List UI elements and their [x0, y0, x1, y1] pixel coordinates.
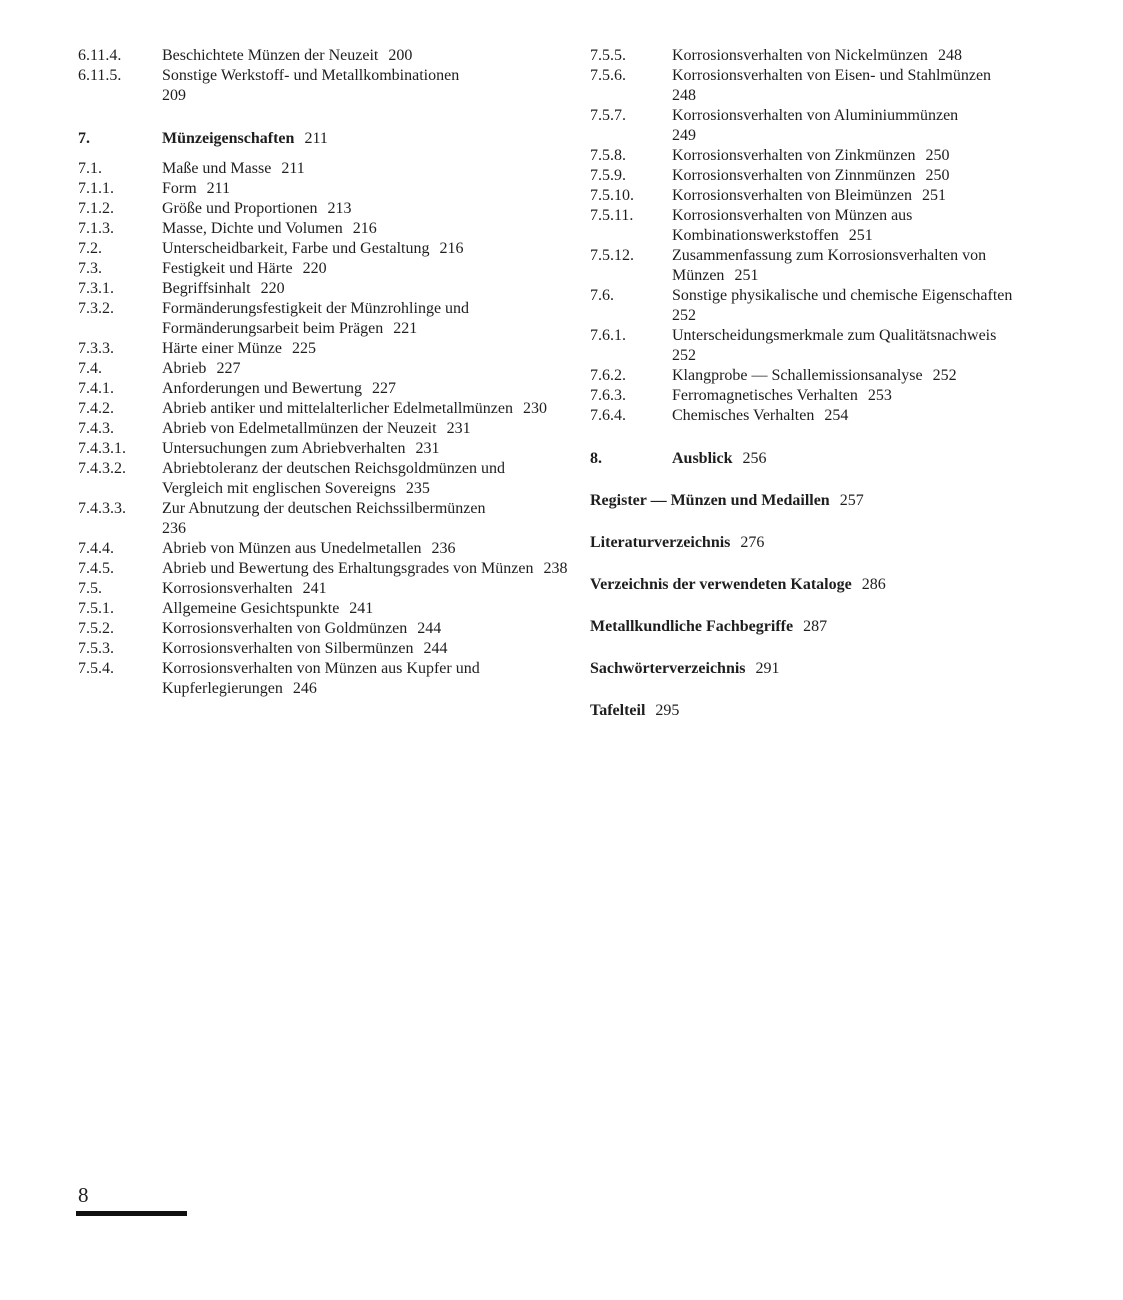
- entry-title: Korrosionsverhalten von Bleimünzen: [672, 187, 912, 204]
- entry-page: 235: [405, 480, 430, 497]
- entry-page: 209: [162, 87, 186, 104]
- entry-number: 7.3.1.: [78, 280, 114, 297]
- entry-title: Korrosionsverhalten von Aluminiummünzen: [672, 107, 959, 124]
- entry-page: 251: [848, 227, 873, 244]
- entry-number: 7.6.: [590, 287, 614, 304]
- entry-title: Begriffsinhalt: [162, 280, 251, 297]
- toc-left-column: [78, 46, 568, 699]
- entry-page: 221: [393, 320, 418, 337]
- entry-title: Unterscheidbarkeit, Farbe und Gestaltung: [162, 240, 430, 257]
- entry-title: Allgemeine Gesichtspunkte: [162, 600, 340, 617]
- entry-number: 7.5.10.: [590, 187, 634, 204]
- entry-title: Abriebtoleranz der deutschen Reichsgoldmünzen und Vergleich mit englischen Sovereigns: [162, 460, 505, 497]
- toc-entry: [590, 366, 1070, 386]
- entry-number: 7.4.: [78, 360, 102, 377]
- entry-page: 256: [742, 450, 767, 467]
- entry-page: 200: [388, 47, 413, 64]
- page-number: 8: [78, 1183, 89, 1207]
- entry-title: Ferromagnetisches Verhalten: [672, 387, 858, 404]
- entry-number: 7.5.6.: [590, 67, 626, 84]
- section-title: Literaturverzeichnis: [590, 534, 731, 551]
- entry-number: 7.5.9.: [590, 167, 626, 184]
- entry-page: 211: [281, 160, 305, 177]
- entry-page: 220: [260, 280, 285, 297]
- toc-entry: [78, 559, 568, 579]
- toc-section-subject-index: [590, 659, 1070, 679]
- toc-entry: [78, 279, 568, 299]
- section-title: Sachwörterverzeichnis: [590, 660, 746, 677]
- entry-number: 8.: [590, 450, 602, 467]
- entry-title: Korrosionsverhalten von Silbermünzen: [162, 640, 414, 657]
- entry-title: Sonstige physikalische und chemische Eigenschaften: [672, 287, 1013, 304]
- entry-page: 238: [543, 560, 568, 577]
- toc-entry: [78, 639, 568, 659]
- toc-entry: [78, 359, 568, 379]
- entry-page: 248: [672, 87, 696, 104]
- toc-entry: [590, 406, 1070, 426]
- entry-title: Münzeigenschaften: [162, 130, 295, 147]
- entry-number: 7.4.3.2.: [78, 460, 126, 477]
- toc-section-register: [590, 491, 1070, 511]
- entry-title: Maße und Masse: [162, 160, 272, 177]
- entry-number: 6.11.4.: [78, 47, 122, 64]
- entry-page: 225: [291, 340, 316, 357]
- toc-entry: [590, 286, 1070, 326]
- entry-title: Festigkeit und Härte: [162, 260, 293, 277]
- entry-page: 241: [302, 580, 327, 597]
- toc-entry: [590, 146, 1070, 166]
- entry-number: 7.5.3.: [78, 640, 114, 657]
- entry-title: Zur Abnutzung der deutschen Reichssilbermünzen: [162, 500, 486, 517]
- entry-number: 7.5.7.: [590, 107, 626, 124]
- entry-title: Untersuchungen zum Abriebverhalten: [162, 440, 406, 457]
- entry-number: 7.4.3.1.: [78, 440, 126, 457]
- entry-number: 7.6.4.: [590, 407, 626, 424]
- entry-title: Ausblick: [672, 450, 733, 467]
- entry-number: 6.11.5.: [78, 67, 122, 84]
- entry-number: 7.4.1.: [78, 380, 114, 397]
- entry-number: 7.5.4.: [78, 660, 114, 677]
- toc-entry: [78, 199, 568, 219]
- toc-entry: [590, 66, 1070, 106]
- entry-page: 230: [522, 400, 547, 417]
- entry-title: Korrosionsverhalten von Münzen aus Kupfer und Kupferlegierungen: [162, 660, 480, 697]
- section-title: Verzeichnis der verwendeten Kataloge: [590, 576, 852, 593]
- toc-entry: [590, 246, 1070, 286]
- entry-number: 7.5.11.: [590, 207, 634, 224]
- toc-section-literature: [590, 533, 1070, 553]
- section-page: 276: [740, 534, 765, 551]
- entry-page: 216: [352, 220, 377, 237]
- entry-title: Korrosionsverhalten von Zinnmünzen: [672, 167, 916, 184]
- entry-title: Zusammenfassung zum Korrosionsverhalten von Münzen: [672, 247, 987, 284]
- entry-number: 7.5.12.: [590, 247, 634, 264]
- entry-page: 244: [423, 640, 448, 657]
- entry-page: 248: [937, 47, 962, 64]
- toc-entry: [78, 179, 568, 199]
- entry-title: Abrieb: [162, 360, 207, 377]
- entry-page: 252: [672, 307, 696, 324]
- entry-number: 7.2.: [78, 240, 102, 257]
- entry-page: 251: [734, 267, 759, 284]
- entry-number: 7.4.4.: [78, 540, 114, 557]
- toc-entry: [78, 239, 568, 259]
- section-page: 287: [803, 618, 828, 635]
- entry-page: 236: [431, 540, 456, 557]
- toc-entry: [78, 399, 568, 419]
- toc-section-glossary: [590, 617, 1070, 637]
- toc-entry: [78, 259, 568, 279]
- entry-title: Formänderungsfestigkeit der Münzrohlinge und Formänderungsarbeit beim Prägen: [162, 300, 470, 337]
- entry-title: Beschichtete Münzen der Neuzeit: [162, 47, 379, 64]
- toc-entry: [590, 186, 1070, 206]
- entry-title: Sonstige Werkstoff- und Metallkombinationen: [162, 67, 460, 84]
- entry-number: 7.4.5.: [78, 560, 114, 577]
- entry-number: 7.5.1.: [78, 600, 114, 617]
- entry-page: 216: [439, 240, 464, 257]
- toc-right-column: [590, 46, 1070, 721]
- section-page: 291: [755, 660, 780, 677]
- entry-page: 241: [349, 600, 374, 617]
- entry-page: 251: [921, 187, 946, 204]
- toc-section-catalogues: [590, 575, 1070, 595]
- entry-title: Korrosionsverhalten von Münzen aus Kombinationswerkstoffen: [672, 207, 913, 244]
- entry-title: Klangprobe — Schallemissionsanalyse: [672, 367, 923, 384]
- entry-number: 7.3.2.: [78, 300, 114, 317]
- entry-page: 227: [371, 380, 396, 397]
- entry-number: 7.5.: [78, 580, 102, 597]
- entry-number: 7.6.3.: [590, 387, 626, 404]
- toc-entry: [78, 46, 568, 66]
- toc-entry: [78, 419, 568, 439]
- entry-number: 7.1.3.: [78, 220, 114, 237]
- toc-entry: [590, 166, 1070, 186]
- entry-title: Unterscheidungsmerkmale zum Qualitätsnachweis: [672, 327, 997, 344]
- entry-title: Anforderungen und Bewertung: [162, 380, 362, 397]
- toc-entry: [78, 599, 568, 619]
- toc-entry: [590, 46, 1070, 66]
- entry-number: 7.3.3.: [78, 340, 114, 357]
- section-title: Metallkundliche Fachbegriffe: [590, 618, 794, 635]
- toc-entry: [78, 219, 568, 239]
- footer-rule: [76, 1211, 187, 1216]
- entry-page: 236: [162, 520, 186, 537]
- section-title: Register — Münzen und Medaillen: [590, 492, 830, 509]
- entry-number: 7.3.: [78, 260, 102, 277]
- entry-page: 231: [415, 440, 440, 457]
- entry-page: 250: [925, 147, 950, 164]
- entry-page: 249: [672, 127, 696, 144]
- toc-entry: [78, 379, 568, 399]
- entry-page: 227: [216, 360, 241, 377]
- entry-title: Form: [162, 180, 197, 197]
- toc-entry: [78, 659, 568, 699]
- entry-title: Masse, Dichte und Volumen: [162, 220, 343, 237]
- toc-entry: [78, 619, 568, 639]
- entry-title: Korrosionsverhalten von Nickelmünzen: [672, 47, 928, 64]
- entry-number: 7.6.2.: [590, 367, 626, 384]
- toc-entry: [78, 159, 568, 179]
- toc-section-plates: [590, 701, 1070, 721]
- entry-page: 211: [206, 180, 231, 197]
- entry-title: Korrosionsverhalten: [162, 580, 293, 597]
- toc-chapter-entry: [78, 129, 568, 149]
- entry-title: Korrosionsverhalten von Eisen- und Stahlmünzen: [672, 67, 992, 84]
- entry-page: 220: [302, 260, 327, 277]
- entry-number: 7.1.2.: [78, 200, 114, 217]
- entry-number: 7.1.: [78, 160, 102, 177]
- toc-chapter-entry: [590, 449, 1070, 469]
- entry-page: 231: [446, 420, 471, 437]
- entry-number: 7.4.2.: [78, 400, 114, 417]
- entry-page: 213: [327, 200, 352, 217]
- entry-title: Chemisches Verhalten: [672, 407, 815, 424]
- toc-entry: [590, 326, 1070, 366]
- entry-title: Abrieb von Münzen aus Unedelmetallen: [162, 540, 422, 557]
- entry-title: Abrieb und Bewertung des Erhaltungsgrades von Münzen: [162, 560, 534, 577]
- entry-page: 254: [824, 407, 849, 424]
- entry-number: 7.: [78, 130, 90, 147]
- toc-entry: [590, 206, 1070, 246]
- toc-entry: [78, 459, 568, 499]
- toc-entry: [78, 299, 568, 339]
- entry-title: Größe und Proportionen: [162, 200, 318, 217]
- entry-number: 7.5.5.: [590, 47, 626, 64]
- toc-entry: [78, 339, 568, 359]
- entry-title: Abrieb von Edelmetallmünzen der Neuzeit: [162, 420, 437, 437]
- section-page: 295: [655, 702, 680, 719]
- toc-entry: [78, 499, 568, 539]
- entry-title: Korrosionsverhalten von Zinkmünzen: [672, 147, 916, 164]
- entry-number: 7.4.3.: [78, 420, 114, 437]
- section-page: 286: [861, 576, 886, 593]
- entry-page: 246: [292, 680, 317, 697]
- entry-title: Härte einer Münze: [162, 340, 282, 357]
- section-title: Tafelteil: [590, 702, 646, 719]
- entry-title: Abrieb antiker und mittelalterlicher Edelmetallmünzen: [162, 400, 513, 417]
- entry-page: 253: [867, 387, 892, 404]
- entry-page: 250: [925, 167, 950, 184]
- toc-entry: [78, 439, 568, 459]
- entry-page: 244: [417, 620, 442, 637]
- toc-entry: [590, 106, 1070, 146]
- toc-entry: [590, 386, 1070, 406]
- entry-number: 7.4.3.3.: [78, 500, 126, 517]
- entry-number: 7.6.1.: [590, 327, 626, 344]
- entry-number: 7.5.2.: [78, 620, 114, 637]
- entry-number: 7.5.8.: [590, 147, 626, 164]
- entry-number: 7.1.1.: [78, 180, 114, 197]
- toc-entry: [78, 66, 568, 106]
- toc-entry: [78, 539, 568, 559]
- entry-title: Korrosionsverhalten von Goldmünzen: [162, 620, 408, 637]
- entry-page: 211: [304, 130, 328, 147]
- toc-entry: [78, 579, 568, 599]
- section-page: 257: [839, 492, 864, 509]
- entry-page: 252: [672, 347, 696, 364]
- entry-page: 252: [932, 367, 957, 384]
